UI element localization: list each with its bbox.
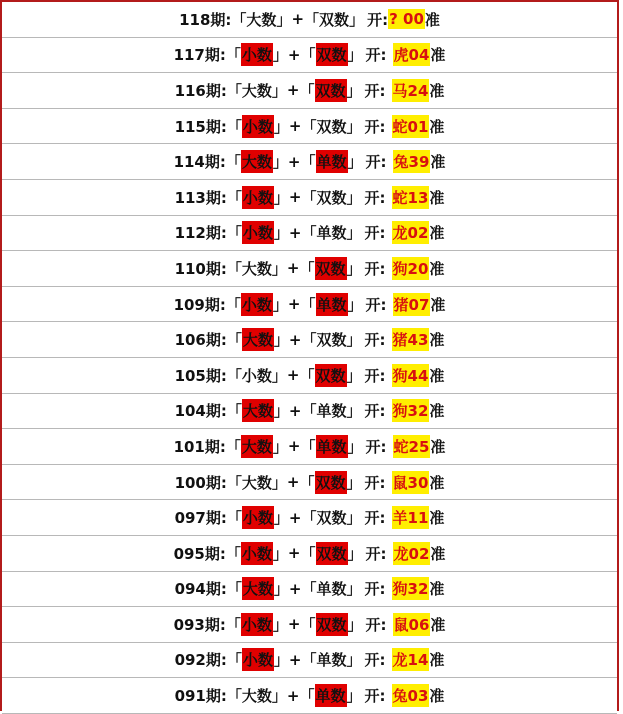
bracket-close: 」 — [346, 224, 362, 243]
bracket-open: 「 — [301, 402, 317, 421]
parity-label: 双数 — [316, 331, 347, 350]
table-row — [2, 643, 617, 679]
period-label: 093期: — [173, 615, 226, 634]
bracket-close: 」 — [272, 153, 288, 172]
bracket-open: 「 — [304, 10, 320, 29]
parity-label: 双数 — [316, 188, 347, 207]
bracket-close: 」 — [346, 331, 362, 350]
open-label: 开: — [364, 402, 386, 421]
plus-sign: + — [288, 401, 302, 420]
size-label: 大数 — [246, 10, 277, 29]
bracket-open: 「 — [300, 544, 316, 563]
accuracy-label: 准 — [429, 259, 445, 278]
accuracy-label: 准 — [429, 331, 445, 350]
bracket-open: 「 — [226, 473, 242, 492]
open-label: 开: — [364, 687, 386, 706]
bracket-open: 「 — [225, 46, 241, 65]
table-row — [2, 180, 617, 216]
table-row — [2, 216, 617, 252]
open-label: 开: — [365, 295, 387, 314]
bracket-close: 」 — [272, 295, 288, 314]
bracket-open: 「 — [226, 402, 242, 421]
bracket-close: 」 — [346, 687, 362, 706]
open-label: 开: — [364, 117, 386, 136]
size-label: 大数 — [242, 577, 274, 600]
result-badge: ? 00 — [389, 10, 424, 29]
bracket-open: 「 — [226, 81, 242, 100]
bracket-close: 」 — [346, 259, 362, 278]
bracket-open: 「 — [299, 687, 315, 706]
accuracy-label: 准 — [429, 366, 445, 385]
accuracy-label: 准 — [429, 81, 445, 100]
bracket-close: 」 — [276, 10, 292, 29]
bracket-open: 「 — [301, 509, 317, 528]
bracket-open: 「 — [226, 687, 242, 706]
open-label: 开: — [365, 153, 387, 172]
bracket-close: 」 — [273, 188, 289, 207]
period-label: 113期: — [174, 188, 227, 207]
table-row — [2, 38, 617, 74]
period-label: 100期: — [174, 473, 227, 492]
open-label: 开: — [364, 509, 386, 528]
bracket-close: 」 — [272, 46, 288, 65]
accuracy-label: 准 — [429, 687, 445, 706]
open-label: 开: — [364, 580, 386, 599]
table-row — [2, 429, 617, 465]
bracket-open: 「 — [301, 117, 317, 136]
period-label: 091期: — [174, 687, 227, 706]
accuracy-label: 准 — [430, 295, 446, 314]
result-badge: 鼠06 — [393, 613, 431, 636]
bracket-open: 「 — [225, 153, 241, 172]
accuracy-label: 准 — [429, 509, 445, 528]
bracket-close: 」 — [273, 651, 289, 670]
result-badge: 虎04 — [393, 43, 431, 66]
plus-sign: + — [286, 473, 300, 492]
table-row — [2, 322, 617, 358]
plus-sign: + — [286, 686, 300, 705]
result-badge: 兔03 — [392, 684, 430, 707]
result-badge: 猪43 — [392, 328, 430, 351]
bracket-close: 」 — [346, 366, 362, 385]
bracket-open: 「 — [226, 580, 242, 599]
bracket-close: 」 — [347, 46, 363, 65]
plus-sign: + — [287, 615, 301, 634]
result-badge: 蛇01 — [392, 115, 430, 138]
parity-label: 单数 — [316, 402, 347, 421]
size-label: 大数 — [241, 259, 272, 278]
period-label: 094期: — [174, 580, 227, 599]
plus-sign: + — [287, 544, 301, 563]
bracket-close: 」 — [271, 259, 287, 278]
parity-label: 单数 — [316, 580, 347, 599]
accuracy-label: 准 — [429, 473, 445, 492]
bracket-open: 「 — [226, 117, 242, 136]
plus-sign: + — [288, 579, 302, 598]
bracket-open: 「 — [300, 615, 316, 634]
period-label: 114期: — [173, 153, 226, 172]
bracket-close: 」 — [346, 509, 362, 528]
plus-sign: + — [287, 295, 301, 314]
period-label: 092期: — [174, 651, 227, 670]
bracket-close: 」 — [346, 117, 362, 136]
open-label: 开: — [365, 615, 387, 634]
bracket-close: 」 — [347, 544, 363, 563]
plus-sign: + — [288, 650, 302, 669]
period-label: 115期: — [174, 117, 227, 136]
table-row — [2, 287, 617, 323]
plus-sign: + — [288, 223, 302, 242]
size-label: 大数 — [241, 435, 273, 458]
open-label: 开: — [364, 366, 386, 385]
bracket-open: 「 — [226, 366, 242, 385]
open-label: 开: — [367, 10, 389, 29]
result-badge: 狗44 — [392, 364, 430, 387]
bracket-close: 」 — [272, 437, 288, 456]
bracket-open: 「 — [299, 259, 315, 278]
accuracy-label: 准 — [430, 544, 446, 563]
plus-sign: + — [288, 508, 302, 527]
bracket-open: 「 — [225, 437, 241, 456]
size-label: 小数 — [242, 186, 274, 209]
table-row — [2, 500, 617, 536]
size-label: 小数 — [241, 366, 272, 385]
bracket-open: 「 — [301, 651, 317, 670]
accuracy-label: 准 — [429, 651, 445, 670]
result-badge: 狗20 — [392, 257, 430, 280]
parity-label: 单数 — [315, 684, 347, 707]
size-label: 大数 — [242, 328, 274, 351]
result-badge: 羊11 — [392, 506, 430, 529]
bracket-close: 」 — [272, 615, 288, 634]
table-row — [2, 73, 617, 109]
bracket-close: 」 — [347, 615, 363, 634]
plus-sign: + — [287, 45, 301, 64]
accuracy-label: 准 — [429, 224, 445, 243]
bracket-close: 」 — [271, 687, 287, 706]
open-label: 开: — [365, 544, 387, 563]
bracket-close: 」 — [273, 331, 289, 350]
period-label: 104期: — [174, 402, 227, 421]
size-label: 大数 — [241, 81, 272, 100]
period-label: 109期: — [173, 295, 226, 314]
plus-sign: + — [288, 117, 302, 136]
size-label: 小数 — [242, 506, 274, 529]
period-label: 118期: — [179, 10, 232, 29]
bracket-open: 「 — [226, 224, 242, 243]
size-label: 小数 — [241, 542, 273, 565]
bracket-close: 」 — [271, 366, 287, 385]
parity-label: 单数 — [316, 293, 348, 316]
plus-sign: + — [287, 152, 301, 171]
table-row — [2, 607, 617, 643]
bracket-open: 「 — [226, 331, 242, 350]
bracket-close: 」 — [273, 509, 289, 528]
bracket-open: 「 — [300, 46, 316, 65]
size-label: 大数 — [241, 150, 273, 173]
accuracy-label: 准 — [430, 615, 446, 634]
accuracy-label: 准 — [429, 402, 445, 421]
bracket-close: 」 — [349, 10, 365, 29]
bracket-open: 「 — [301, 580, 317, 599]
bracket-close: 」 — [347, 295, 363, 314]
bracket-close: 」 — [347, 153, 363, 172]
bracket-open: 「 — [226, 188, 242, 207]
result-badge: 鼠30 — [392, 471, 430, 494]
period-label: 097期: — [174, 509, 227, 528]
table-row — [2, 358, 617, 394]
period-label: 110期: — [174, 259, 227, 278]
table-row — [2, 2, 617, 38]
table-row — [2, 678, 617, 714]
open-label: 开: — [364, 651, 386, 670]
bracket-open: 「 — [299, 473, 315, 492]
result-badge: 龙02 — [393, 542, 431, 565]
parity-label: 单数 — [316, 224, 347, 243]
bracket-close: 」 — [346, 188, 362, 207]
period-label: 101期: — [173, 437, 226, 456]
bracket-close: 」 — [273, 117, 289, 136]
accuracy-label: 准 — [430, 153, 446, 172]
parity-label: 双数 — [315, 364, 347, 387]
parity-label: 双数 — [316, 509, 347, 528]
parity-label: 单数 — [316, 651, 347, 670]
bracket-close: 」 — [346, 580, 362, 599]
open-label: 开: — [364, 331, 386, 350]
bracket-open: 「 — [300, 295, 316, 314]
bracket-open: 「 — [225, 544, 241, 563]
accuracy-label: 准 — [424, 10, 440, 29]
size-label: 小数 — [241, 43, 273, 66]
result-badge: 蛇25 — [393, 435, 431, 458]
bracket-close: 」 — [346, 651, 362, 670]
plus-sign: + — [286, 259, 300, 278]
table-row — [2, 536, 617, 572]
bracket-open: 「 — [231, 10, 247, 29]
period-label: 116期: — [174, 81, 227, 100]
size-label: 大数 — [242, 399, 274, 422]
plus-sign: + — [288, 330, 302, 349]
open-label: 开: — [365, 46, 387, 65]
accuracy-label: 准 — [430, 437, 446, 456]
bracket-open: 「 — [225, 295, 241, 314]
bracket-open: 「 — [300, 153, 316, 172]
period-label: 095期: — [173, 544, 226, 563]
parity-label: 单数 — [316, 150, 348, 173]
parity-label: 双数 — [316, 542, 348, 565]
table-row — [2, 572, 617, 608]
bracket-open: 「 — [226, 509, 242, 528]
table-row — [2, 394, 617, 430]
plus-sign: + — [288, 188, 302, 207]
open-label: 开: — [365, 437, 387, 456]
bracket-close: 」 — [347, 437, 363, 456]
size-label: 小数 — [241, 293, 273, 316]
period-label: 112期: — [174, 224, 227, 243]
parity-label: 双数 — [315, 471, 347, 494]
bracket-close: 」 — [346, 473, 362, 492]
size-label: 小数 — [242, 648, 274, 671]
parity-label: 双数 — [316, 117, 347, 136]
size-label: 小数 — [242, 115, 274, 138]
parity-label: 双数 — [315, 257, 347, 280]
table-row — [2, 465, 617, 501]
size-label: 小数 — [242, 221, 274, 244]
bracket-open: 「 — [301, 188, 317, 207]
bracket-close: 」 — [346, 402, 362, 421]
result-badge: 龙14 — [392, 648, 430, 671]
bracket-open: 「 — [299, 81, 315, 100]
result-badge: 猪07 — [393, 293, 431, 316]
result-badge: 狗32 — [392, 399, 430, 422]
open-label: 开: — [364, 188, 386, 207]
parity-label: 双数 — [316, 613, 348, 636]
period-label: 105期: — [174, 366, 227, 385]
accuracy-label: 准 — [429, 117, 445, 136]
bracket-close: 」 — [272, 544, 288, 563]
result-badge: 兔39 — [393, 150, 431, 173]
accuracy-label: 准 — [429, 580, 445, 599]
plus-sign: + — [286, 81, 300, 100]
bracket-open: 「 — [225, 615, 241, 634]
parity-label: 双数 — [319, 10, 350, 29]
bracket-open: 「 — [299, 366, 315, 385]
bracket-open: 「 — [301, 331, 317, 350]
period-label: 117期: — [173, 46, 226, 65]
accuracy-label: 准 — [430, 46, 446, 65]
period-label: 106期: — [174, 331, 227, 350]
open-label: 开: — [364, 259, 386, 278]
result-badge: 龙02 — [392, 221, 430, 244]
open-label: 开: — [364, 473, 386, 492]
bracket-close: 」 — [271, 473, 287, 492]
bracket-close: 」 — [273, 580, 289, 599]
result-badge: 蛇13 — [392, 186, 430, 209]
plus-sign: + — [291, 10, 305, 29]
size-label: 大数 — [241, 473, 272, 492]
parity-label: 单数 — [316, 435, 348, 458]
plus-sign: + — [287, 437, 301, 456]
parity-label: 双数 — [315, 79, 347, 102]
open-label: 开: — [364, 224, 386, 243]
result-badge: 狗32 — [392, 577, 430, 600]
result-badge: 马24 — [392, 79, 430, 102]
plus-sign: + — [286, 366, 300, 385]
bracket-close: 」 — [273, 402, 289, 421]
table-row — [2, 109, 617, 145]
table-row — [2, 251, 617, 287]
bracket-close: 」 — [271, 81, 287, 100]
accuracy-label: 准 — [429, 188, 445, 207]
size-label: 大数 — [241, 687, 272, 706]
parity-label: 双数 — [316, 43, 348, 66]
bracket-open: 「 — [301, 224, 317, 243]
size-label: 小数 — [241, 613, 273, 636]
bracket-open: 「 — [226, 651, 242, 670]
bracket-open: 「 — [226, 259, 242, 278]
bracket-close: 」 — [346, 81, 362, 100]
bracket-open: 「 — [300, 437, 316, 456]
bracket-close: 」 — [273, 224, 289, 243]
table-row — [2, 144, 617, 180]
open-label: 开: — [364, 81, 386, 100]
